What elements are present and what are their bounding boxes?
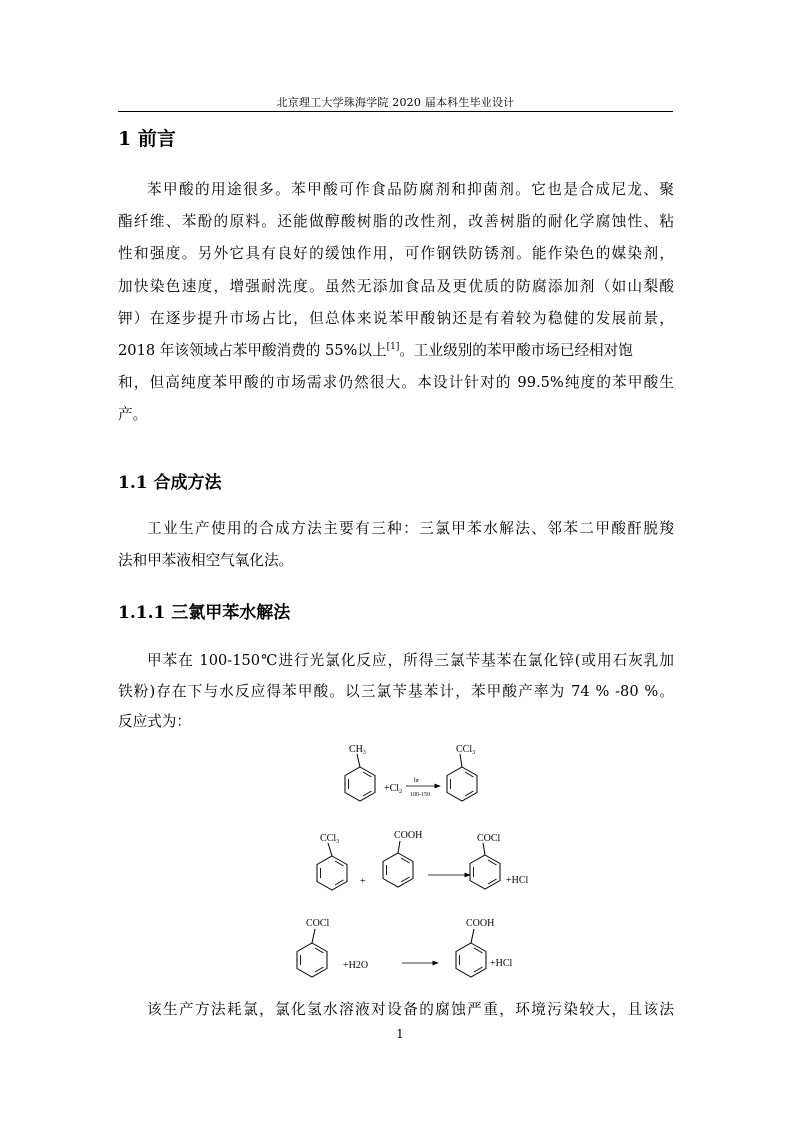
group-label: COOH <box>466 918 495 929</box>
reagent-label: $+Cl_2$ <box>384 783 403 795</box>
citation-marker: [1] <box>386 341 400 352</box>
text-line: 工业生产使用的合成方法主要有三种：三氯甲苯水解法、邻苯二甲酸酐脱羧 <box>147 520 674 537</box>
paragraph-hydrolysis <box>118 646 674 738</box>
benzene-ring-icon <box>470 855 500 889</box>
paragraph-drawbacks <box>118 994 674 1026</box>
text-line: 和，但高纯度苯甲酸的市场需求仍然很大。本设计针对的 99.5%纯度的苯甲酸生 <box>118 374 674 392</box>
benzene-ring-icon <box>383 853 413 887</box>
group-label: $CH_3$ <box>349 744 366 756</box>
paragraph-intro <box>118 174 674 432</box>
benzene-ring-icon <box>447 767 477 801</box>
benzene-ring-icon <box>456 943 486 977</box>
reagent-label: +H2O <box>343 960 369 971</box>
text-line: 钾）在逐步提升市场占比，但总体来说苯甲酸钠还是有着较为稳健的发展前景， <box>118 309 674 327</box>
bond-line <box>471 929 474 943</box>
reaction-scheme-figure <box>280 740 540 990</box>
text-segment: 。工业级别的苯甲酸市场已经相对饱 <box>399 341 633 359</box>
group-label: CCl$_3$ <box>456 744 476 756</box>
bond-line <box>357 754 360 767</box>
text-line: 苯甲酸的用途很多。苯甲酸可作食品防腐剂和抑菌剂。它也是合成尼龙、聚 <box>147 181 674 198</box>
bond-line <box>398 841 400 853</box>
benzene-ring-icon <box>317 856 347 890</box>
condition-top: hr <box>414 778 419 784</box>
text-line: 该生产方法耗氯，氯化氢水溶液对设备的腐蚀严重，环境污染较大，且该法 <box>147 1001 674 1018</box>
text-line: 甲苯在 100-150℃进行光氯化反应，所得三氯苄基苯在氯化锌(或用石灰乳加 <box>147 652 674 669</box>
bond-line <box>312 929 315 943</box>
reaction-scheme <box>280 740 540 990</box>
text-line: 性和强度。另外它具有良好的缓蚀作用，可作钢铁防锈剂。能作染色的媒染剂， <box>118 245 674 263</box>
section-heading-1-1-1: 1.1.1 三氯甲苯水解法 <box>118 603 291 623</box>
plus-sign: + <box>360 876 366 887</box>
bond-line <box>483 843 485 855</box>
benzene-ring-icon <box>345 767 375 801</box>
text-segment: 2018 年该领域占苯甲酸消费的 55%以上 <box>118 341 387 359</box>
text-line: 加快染色速度，增强耐洗度。虽然无添加食品及更优质的防腐添加剂（如山梨酸 <box>118 277 674 295</box>
bond-line <box>460 754 462 767</box>
byproduct-label: +HCl <box>506 875 529 886</box>
section-heading-1: 1 前言 <box>118 128 176 150</box>
section-heading-1-1: 1.1 合成方法 <box>118 473 222 493</box>
reaction-1 <box>345 744 477 801</box>
bond-line <box>328 843 332 856</box>
text-line: 反应式为： <box>118 713 191 730</box>
reaction-2 <box>317 830 529 890</box>
page-number: 1 <box>396 1027 404 1041</box>
text-line: 产。 <box>118 406 148 424</box>
paragraph-methods <box>118 513 674 577</box>
benzene-ring-icon <box>297 943 327 977</box>
byproduct-label: +HCl <box>490 958 513 969</box>
text-line <box>118 335 674 367</box>
running-header: 北京理工大学珠海学院 2020 届本科生毕业设计 <box>276 96 515 109</box>
condition-bottom: 100-150 <box>410 792 430 798</box>
group-label: COCl <box>477 833 501 844</box>
text-line: 酯纤维、苯酚的原料。还能做醇酸树脂的改性剂，改善树脂的耐化学腐蚀性、粘 <box>118 213 674 231</box>
group-label: CCl$_3$ <box>320 833 340 845</box>
group-label: COOH <box>394 830 423 841</box>
group-label: COCl <box>306 918 330 929</box>
reaction-3 <box>297 918 513 977</box>
text-line: 铁粉)存在下与水反应得苯甲酸。以三氯苄基苯计，苯甲酸产率为 74 % -80 %。 <box>118 682 674 700</box>
text-line: 法和甲苯液相空气氧化法。 <box>118 552 294 570</box>
header-divider <box>118 111 673 112</box>
